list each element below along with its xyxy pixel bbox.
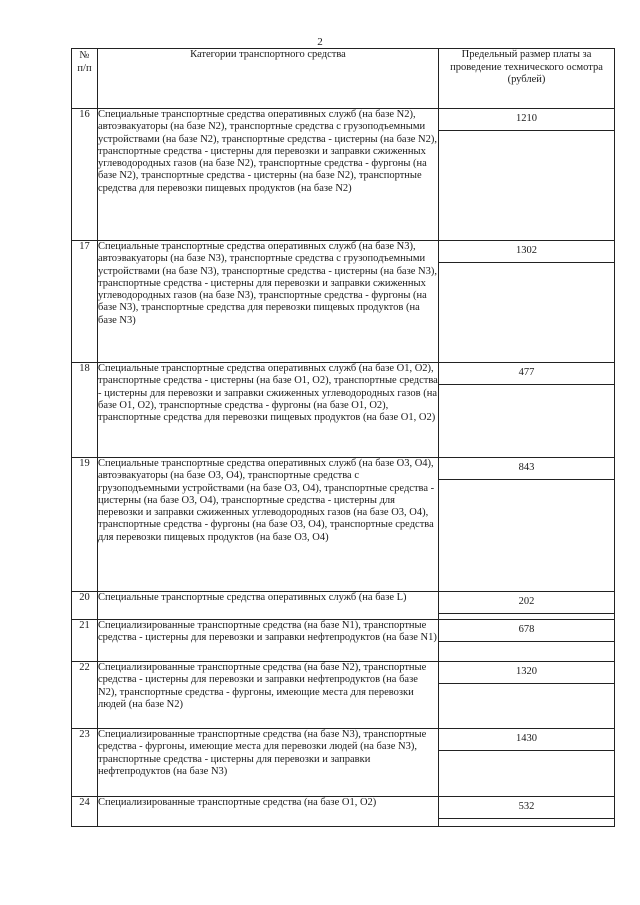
row-fee-cell [439,592,615,620]
row-fee-cell [439,241,615,363]
row-category: Специализированные транспортные средства (на базе N3), транспортные средства - фургоны, имеющие места для перевозки людей (на базе N3), транспортные средства - цистерны для перевозки и заправки нефтепродуктов (на базе N3) [98,729,439,797]
table-row [72,592,615,620]
row-category: Специализированные транспортные средства (на базе N1), транспортные средства - цистерны для перевозки и заправки нефтепродуктов (на базе N1) [98,620,439,662]
row-fee-cell [439,363,615,458]
row-fee: 202 [439,592,614,614]
row-fee: 1320 [439,662,614,684]
row-number: 17 [72,241,98,363]
row-fee-cell [439,458,615,592]
row-number: 19 [72,458,98,592]
header-category: Категории транспортного средства [98,49,439,109]
row-number: 24 [72,797,98,827]
row-number: 21 [72,620,98,662]
row-number: 20 [72,592,98,620]
row-fee: 843 [439,458,614,480]
row-category: Специализированные транспортные средства (на базе N2), транспортные средства - цистерны для перевозки и заправки нефтепродуктов (на базе N2), транспортные средства - фургоны, имеющие места для перевозки людей (на базе N2) [98,662,439,729]
row-category: Специальные транспортные средства оперативных служб (на базе L) [98,592,439,620]
row-number: 23 [72,729,98,797]
row-fee: 678 [439,620,614,642]
row-number: 18 [72,363,98,458]
table-row [72,620,615,662]
row-number: 22 [72,662,98,729]
row-category: Специальные транспортные средства оперативных служб (на базе N2), автоэвакуаторы (на базе N2), транспортные средства с грузоподъемными устройствами (на базе N2), транспортные средства - цистерны (на базе N2), транспортные средства - цистерны для перевозки и заправки сжиженных углеводородных газов (на базе N2), транспортные средства - фургоны (на базе N2), транспортные средства - цистерны (на базе N2), транспортные средства для перевозки пищевых продуктов (на базе N2) [98,109,439,241]
row-fee-cell [439,662,615,729]
row-fee-cell [439,729,615,797]
row-category: Специальные транспортные средства оперативных служб (на базе O1, O2), транспортные средства - цистерны (на базе O1, O2), транспортные средства - цистерны для перевозки и заправки сжиженных углеводородных газов (на базе O1, O2), транспортные средства - фургоны (на базе O1, O2), транспортные средства для перевозки пищевых продуктов (на базе O1, O2) [98,363,439,458]
table-header-row [72,49,615,109]
row-fee: 1210 [439,109,614,131]
row-number: 16 [72,109,98,241]
table-row [72,241,615,363]
row-category: Специальные транспортные средства оперативных служб (на базе N3), автоэвакуаторы (на базе N3), транспортные средства с грузоподъемными устройствами (на базе N3), транспортные средства - цистерны (на базе N3), транспортные средства - цистерны для перевозки и заправки сжиженных углеводородных газов (на базе N3), транспортные средства - фургоны (на базе N3), транспортные средства для перевозки пищевых продуктов (на базе N3) [98,241,439,363]
row-category: Специальные транспортные средства оперативных служб (на базе O3, O4), автоэвакуаторы (на базе O3, O4), транспортные средства с грузоподъемными устройствами (на базе O3, O4), транспортные средства - цистерны (на базе O3, O4), транспортные средства - цистерны для перевозки и заправки сжиженных углеводородных газов (на базе O3, O4), транспортные средства - фургоны (на базе O3, O4), транспортные средства для перевозки пищевых продуктов (на базе O3, O4) [98,458,439,592]
table-row [72,458,615,592]
row-fee-cell [439,620,615,662]
header-fee: Предельный размер платы за проведение технического осмотра (рублей) [439,49,615,109]
table-row [72,109,615,241]
table-row [72,729,615,797]
row-fee-cell [439,797,615,827]
row-fee: 477 [439,363,614,385]
header-number: № п/п [72,49,98,109]
page-number: 2 [317,36,323,48]
row-fee: 1430 [439,729,614,751]
row-fee-cell [439,109,615,241]
row-fee: 1302 [439,241,614,263]
fee-table [71,48,615,827]
row-category: Специализированные транспортные средства (на базе O1, O2) [98,797,439,827]
table-row [72,363,615,458]
row-fee: 532 [439,797,614,819]
table-row [72,662,615,729]
table-row [72,797,615,827]
